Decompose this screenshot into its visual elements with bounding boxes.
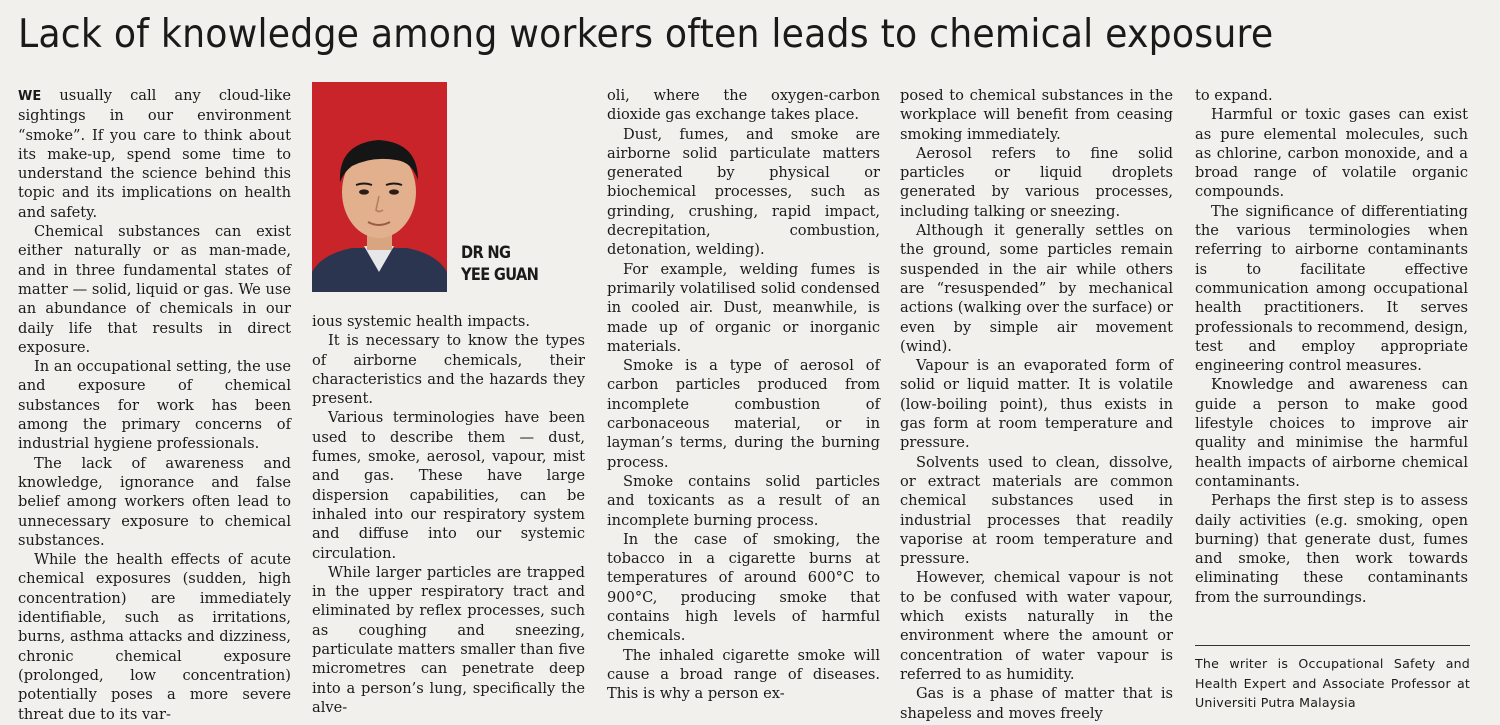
paragraph: The lack of awareness and knowledge, ignorance and false belief among workers often lead to unnecessary exposure to chemical substances. xyxy=(18,454,291,549)
paragraph: While the health effects of acute chemical exposures (sudden, high concentration) are immediately identifiable, such as irritations, burns, asthma attacks and dizziness, chronic chemical exposure (prolonged, low concentration) potentially poses a more severe threat due to its var- xyxy=(18,551,291,723)
paragraph: Although it generally settles on the ground, some particles remain suspended in the air while others are “resuspended” by mechanical actions (walking over the surface) or even by simple air movement (wind). xyxy=(900,222,1173,355)
paragraph: Chemical substances can exist either naturally or as man-made, and in three fundamental states of matter — solid, liquid or gas. We use an abundance of chemicals in our daily life that results in direct exposure. xyxy=(18,223,291,356)
paragraph: The significance of differentiating the various terminologies when referring to airborne contaminants is to facilitate effective communication among occupational health practitioners. It serves professionals to recommend, design, test and employ appropriate engineering control measures. xyxy=(1195,202,1468,375)
headline: Lack of knowledge among workers often leads to chemical exposure xyxy=(18,12,1274,57)
paragraph: Smoke contains solid particles and toxicants as a result of an incomplete burning process. xyxy=(607,472,880,529)
paragraph: Various terminologies have been used to describe them — dust, fumes, smoke, aerosol, vapour, mist and gas. These have large dispersion capabilities, can be inhaled into our respiratory system and diffuse into our systemic circulation. xyxy=(312,409,585,562)
paragraph: WE usually call any cloud-like sightings in our environment “smoke”. If you care to think about its make-up, spend some time to understand the science behind this topic and its implications on health and safety. xyxy=(18,87,291,221)
paragraph: oli, where the oxygen-carbon dioxide gas exchange takes place. xyxy=(607,87,880,124)
article-column-1 xyxy=(18,86,291,724)
paragraph: In an occupational setting, the use and exposure of chemical substances for work has been among the primary concerns of industrial hygiene professionals. xyxy=(18,358,291,453)
paragraph: to expand. xyxy=(1195,87,1273,104)
article-column-2 xyxy=(312,312,585,717)
article-column-4 xyxy=(900,86,1173,723)
paragraph: However, chemical vapour is not to be confused with water vapour, which exists naturally in the environment where the amount or concentration of water vapour is referred to as humidity. xyxy=(900,569,1173,683)
paragraph: While larger particles are trapped in the upper respiratory tract and eliminated by reflex processes, such as coughing and sneezing, particulate matters smaller than five micrometres can penetrate deep into a person’s lung, specifically the alve- xyxy=(312,563,585,716)
paragraph: Perhaps the first step is to assess daily activities (e.g. smoking, open burning) that generate dust, fumes and smoke, then work towards eliminating these contaminants from the surroundings. xyxy=(1195,492,1468,606)
paragraph: The inhaled cigarette smoke will cause a broad range of diseases. This is why a person ex- xyxy=(607,646,880,703)
paragraph: Smoke is a type of aerosol of carbon particles produced from incomplete combustion of carbonaceous material, or in layman’s terms, during the burning process. xyxy=(607,357,880,471)
paragraph: Aerosol refers to fine solid particles or liquid droplets generated by various processes, including talking or sneezing. xyxy=(900,144,1173,220)
paragraph: It is necessary to know the types of airborne chemicals, their characteristics and the hazards they present. xyxy=(312,332,585,408)
author-photo xyxy=(312,82,447,292)
byline xyxy=(461,242,538,286)
lead-word: WE xyxy=(18,89,42,104)
paragraph: Knowledge and awareness can guide a person to make good lifestyle choices to improve air quality and minimise the harmful health impacts of airborne chemical contaminants. xyxy=(1195,376,1468,490)
article-column-5 xyxy=(1195,86,1468,607)
writer-note: The writer is Occupational Safety and Health Expert and Associate Professor at Universiti Putra Malaysia xyxy=(1195,656,1470,710)
divider xyxy=(1195,645,1470,646)
byline-line-1: DR NG xyxy=(461,243,511,263)
paragraph: Dust, fumes, and smoke are airborne solid particulate matters generated by physical or biochemical processes, such as grinding, crushing, rapid impact, decrepitation, combustion, detonation, welding). xyxy=(607,125,880,259)
paragraph: Gas is a phase of matter that is shapeless and moves freely xyxy=(900,685,1173,722)
paragraph: Solvents used to clean, dissolve, or extract materials are common chemical substances used in industrial processes that readily vaporise at room temperature and pressure. xyxy=(900,453,1173,568)
paragraph: ious systemic health impacts. xyxy=(312,313,531,330)
paragraph: posed to chemical substances in the workplace will benefit from ceasing smoking immediately. xyxy=(900,87,1173,143)
paragraph: For example, welding fumes is primarily volatilised solid condensed in cooled air. Dust, meanwhile, is made up of organic or inorganic materials. xyxy=(607,260,880,355)
article-column-3 xyxy=(607,86,880,704)
paragraph: Vapour is an evaporated form of solid or liquid matter. It is volatile (low-boiling point), thus exists in gas form at room temperature and pressure. xyxy=(900,357,1173,452)
paragraph: In the case of smoking, the tobacco in a cigarette burns at temperatures of around 600°C to 900°C, producing smoke that contains high levels of harmful chemicals. xyxy=(607,530,880,645)
byline-line-2: YEE GUAN xyxy=(461,265,539,285)
author-portrait-image xyxy=(312,82,447,292)
paragraph: Harmful or toxic gases can exist as pure elemental molecules, such as chlorine, carbon monoxide, and a broad range of volatile organic compounds. xyxy=(1195,106,1468,201)
